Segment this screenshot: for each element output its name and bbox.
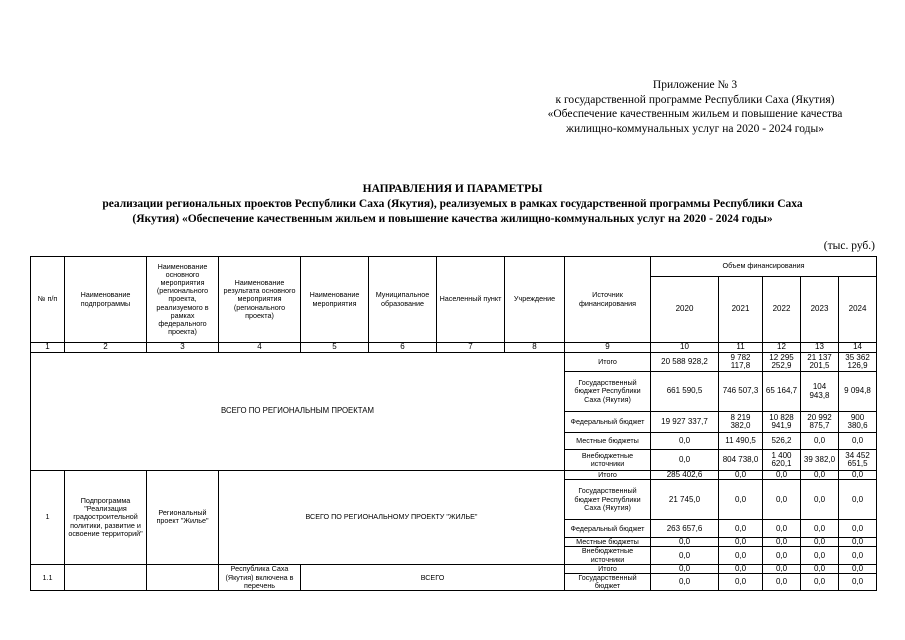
value-cell: 10 828 941,9	[763, 412, 801, 433]
title-line: НАПРАВЛЕНИЯ И ПАРАМЕТРЫ	[362, 183, 543, 195]
value-cell: 746 507,3	[719, 372, 763, 412]
header-year: 2022	[763, 277, 801, 343]
value-cell: 804 738,0	[719, 450, 763, 471]
appendix-line: «Обеспечение качественным жильем и повышение качества	[547, 108, 843, 120]
value-cell: 8 219 382,0	[719, 412, 763, 433]
value-cell: 0,0	[839, 564, 877, 573]
header-year: 2021	[719, 277, 763, 343]
value-cell: 263 657,6	[651, 520, 719, 538]
main-event-cell: Региональный проект "Жилье"	[147, 471, 219, 565]
col-index: 1	[31, 343, 65, 353]
value-cell: 0,0	[839, 433, 877, 450]
header-municipality: Муниципальное образование	[369, 257, 437, 343]
value-cell: 9 094,8	[839, 372, 877, 412]
source-cell: Итого	[565, 471, 651, 480]
value-cell: 0,0	[763, 574, 801, 591]
value-cell: 0,0	[763, 564, 801, 573]
value-cell: 0,0	[839, 480, 877, 520]
table-row	[31, 564, 877, 573]
source-cell: Федеральный бюджет	[565, 412, 651, 433]
value-cell: 0,0	[651, 433, 719, 450]
col-index: 9	[565, 343, 651, 353]
subprogram-cell: Подпрограмма "Реализация градостроительной политики, развитие и освоение территорий"	[65, 471, 147, 565]
value-cell: 0,0	[839, 538, 877, 547]
value-cell: 0,0	[839, 520, 877, 538]
appendix-line: Приложение № 3	[652, 79, 738, 91]
value-cell: 0,0	[719, 520, 763, 538]
value-cell: 65 164,7	[763, 372, 801, 412]
value-cell: 900 380,6	[839, 412, 877, 433]
source-cell: Итого	[565, 564, 651, 573]
value-cell: 0,0	[763, 471, 801, 480]
value-cell: 20 588 928,2	[651, 353, 719, 372]
col-index: 8	[505, 343, 565, 353]
table-row	[31, 471, 877, 480]
source-cell: Внебюджетные источники	[565, 450, 651, 471]
col-index: 13	[801, 343, 839, 353]
document-title	[40, 182, 865, 227]
value-cell: 9 782 117,8	[719, 353, 763, 372]
value-cell: 0,0	[839, 574, 877, 591]
subprogram-cell	[65, 564, 147, 591]
value-cell: 661 590,5	[651, 372, 719, 412]
value-cell: 1 400 620,1	[763, 450, 801, 471]
value-cell: 34 452 651,5	[839, 450, 877, 471]
source-cell: Государственный бюджет	[565, 574, 651, 591]
value-cell: 0,0	[719, 564, 763, 573]
value-cell: 0,0	[719, 471, 763, 480]
value-cell: 0,0	[801, 564, 839, 573]
title-line: (Якутия) «Обеспечение качественным жильем и повышение качества жилищно-коммунальных услуг на 2020 - 2024 годы»	[132, 213, 773, 225]
value-cell: 0,0	[763, 480, 801, 520]
value-cell: 104 943,8	[801, 372, 839, 412]
value-cell: 35 362 126,9	[839, 353, 877, 372]
value-cell: 0,0	[763, 538, 801, 547]
header-result: Наименование результата основного мероприятия (регионального проекта)	[219, 257, 301, 343]
value-cell: 0,0	[651, 547, 719, 564]
appendix-line: жилищно-коммунальных услуг на 2020 - 2024 годы»	[566, 122, 824, 135]
table-row	[31, 353, 877, 372]
col-index: 3	[147, 343, 219, 353]
col-index: 2	[65, 343, 147, 353]
value-cell: 0,0	[719, 538, 763, 547]
value-cell: 20 992 875,7	[801, 412, 839, 433]
source-cell: Местные бюджеты	[565, 538, 651, 547]
header-year: 2020	[651, 277, 719, 343]
value-cell: 0,0	[839, 471, 877, 480]
value-cell: 12 295 252,9	[763, 353, 801, 372]
source-cell: Федеральный бюджет	[565, 520, 651, 538]
header-settlement: Населенный пункт	[437, 257, 505, 343]
value-cell: 0,0	[719, 480, 763, 520]
value-cell: 0,0	[801, 574, 839, 591]
block-label: ВСЕГО	[301, 564, 565, 591]
value-cell: 0,0	[801, 433, 839, 450]
block-label: ВСЕГО ПО РЕГИОНАЛЬНОМУ ПРОЕКТУ "ЖИЛЬЕ"	[219, 471, 565, 565]
result-cell: Республика Саха (Якутия) включена в перечень	[219, 564, 301, 591]
header-institution: Учреждение	[505, 257, 565, 343]
col-index: 11	[719, 343, 763, 353]
total-label: ВСЕГО ПО РЕГИОНАЛЬНЫМ ПРОЕКТАМ	[31, 353, 565, 471]
value-cell: 0,0	[719, 547, 763, 564]
source-cell: Местные бюджеты	[565, 433, 651, 450]
appendix-line: к государственной программе Республики Саха (Якутия)	[555, 93, 835, 106]
col-index: 6	[369, 343, 437, 353]
value-cell: 0,0	[651, 574, 719, 591]
value-cell: 0,0	[801, 538, 839, 547]
col-index: 7	[437, 343, 505, 353]
value-cell: 0,0	[801, 480, 839, 520]
value-cell: 0,0	[651, 450, 719, 471]
header-no: № п/п	[31, 257, 65, 343]
col-index: 10	[651, 343, 719, 353]
header-event: Наименование мероприятия	[301, 257, 369, 343]
col-index: 4	[219, 343, 301, 353]
value-cell: 0,0	[801, 547, 839, 564]
value-cell: 526,2	[763, 433, 801, 450]
value-cell: 21 137 201,5	[801, 353, 839, 372]
row-number: 1	[31, 471, 65, 565]
value-cell: 11 490,5	[719, 433, 763, 450]
value-cell: 19 927 337,7	[651, 412, 719, 433]
value-cell: 0,0	[839, 547, 877, 564]
value-cell: 0,0	[651, 564, 719, 573]
title-line: реализации региональных проектов Республики Саха (Якутия), реализуемых в рамках государственной программы Республики Саха	[102, 198, 803, 210]
value-cell: 39 382,0	[801, 450, 839, 471]
row-number: 1.1	[31, 564, 65, 591]
source-cell: Государственный бюджет Республики Саха (Якутия)	[565, 480, 651, 520]
value-cell: 0,0	[763, 520, 801, 538]
value-cell: 0,0	[763, 547, 801, 564]
header-year: 2023	[801, 277, 839, 343]
col-index: 14	[839, 343, 877, 353]
appendix-note	[520, 78, 870, 136]
source-cell: Внебюджетные источники	[565, 547, 651, 564]
source-cell: Государственный бюджет Республики Саха (Якутия)	[565, 372, 651, 412]
header-main-event: Наименование основного мероприятия (регионального проекта, реализуемого в рамках федерального проекта)	[147, 257, 219, 343]
unit-label: (тыс. руб.)	[823, 240, 875, 252]
financing-table	[30, 256, 877, 591]
header-source: Источник финансирования	[565, 257, 651, 343]
header-subprogram: Наименование подпрограммы	[65, 257, 147, 343]
main-event-cell	[147, 564, 219, 591]
value-cell: 0,0	[719, 574, 763, 591]
value-cell: 0,0	[801, 471, 839, 480]
col-index: 5	[301, 343, 369, 353]
value-cell: 0,0	[651, 538, 719, 547]
source-cell: Итого	[565, 353, 651, 372]
header-year: 2024	[839, 277, 877, 343]
col-index: 12	[763, 343, 801, 353]
value-cell: 21 745,0	[651, 480, 719, 520]
value-cell: 285 402,6	[651, 471, 719, 480]
header-volume: Объем финансирования	[651, 257, 877, 277]
value-cell: 0,0	[801, 520, 839, 538]
